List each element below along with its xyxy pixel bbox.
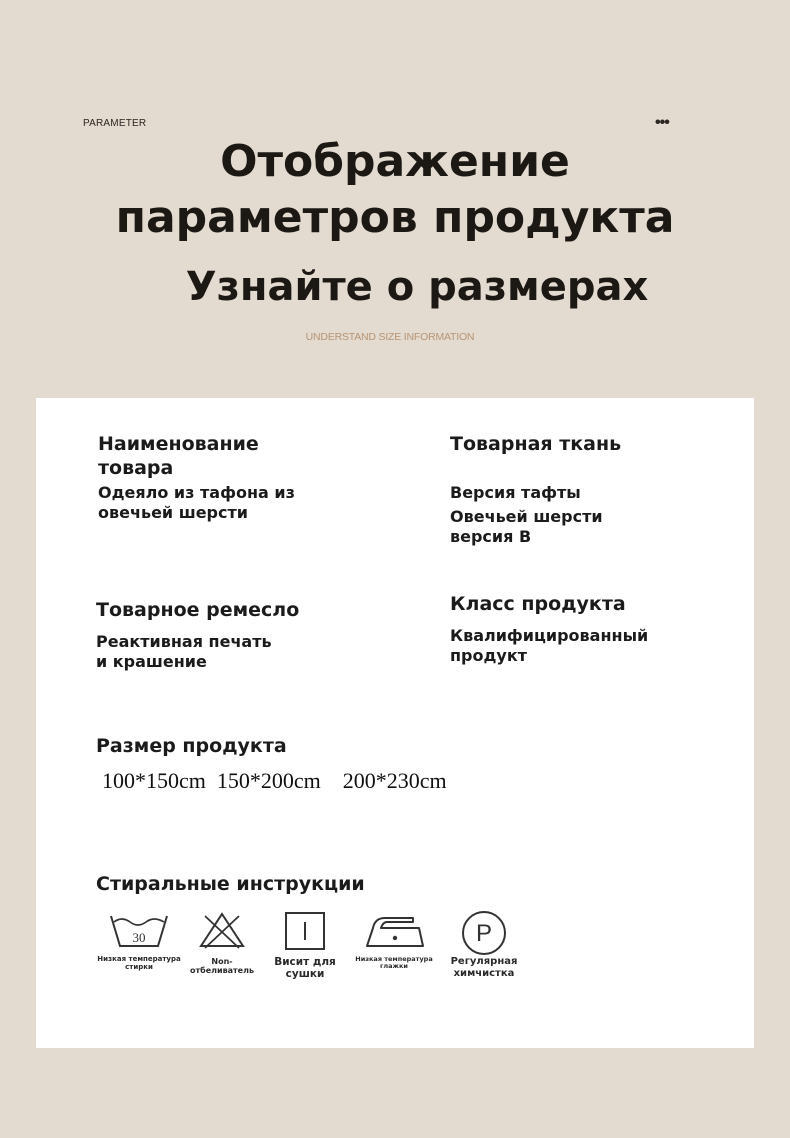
craft-label: Товарное ремесло (96, 599, 300, 621)
subtitle-english: UNDERSTAND SIZE INFORMATION (305, 331, 475, 343)
craft-block (96, 598, 336, 672)
dry-clean-icon-item (444, 910, 524, 979)
fabric-value-1: Версия тафты (450, 483, 581, 502)
no-bleach-icon-item (182, 910, 262, 975)
hang-dry-caption: Висит для сушки (274, 956, 336, 981)
product-name-label: Наименование товара (98, 433, 259, 479)
wash-block (96, 872, 416, 896)
wash-30-caption: Низкая температура стирки (97, 955, 181, 972)
dry-clean-letter: P (475, 920, 493, 947)
craft-value: Реактивная печать и крашение (96, 632, 272, 671)
wash-label: Стиральные инструкции (96, 873, 365, 895)
fabric-value-2: Овечьей шерсти версия B (450, 507, 603, 546)
size-block (96, 734, 396, 758)
iron-low-icon-item (352, 910, 436, 971)
grade-block (450, 592, 710, 666)
product-name-value: Одеяло из тафона из овечьей шерсти (98, 483, 295, 522)
wash-30-icon (108, 910, 170, 950)
page-subtitle: Узнайте о размерах (185, 264, 649, 310)
product-name-block (98, 432, 338, 523)
size-values (102, 768, 447, 794)
wash-30-icon-item (94, 910, 184, 971)
size-label: Размер продукта (96, 735, 287, 757)
hang-dry-icon-item (266, 910, 344, 980)
no-bleach-caption: Non-отбеливатель (189, 957, 255, 976)
page-title-line-1: Отображение (220, 136, 570, 187)
size-value-3: 200*230cm (342, 768, 447, 793)
size-value-1: 100*150cm (102, 768, 206, 793)
wash-30-number: 30 (132, 930, 146, 945)
parameter-card (36, 398, 754, 1048)
no-bleach-icon (197, 910, 247, 950)
fabric-label: Товарная ткань (450, 433, 622, 455)
hang-dry-icon (283, 910, 327, 952)
size-value-2: 150*200cm (216, 768, 321, 793)
iron-low-caption: Низкая температура глажки (355, 955, 433, 971)
grade-value: Квалифицированный продукт (450, 626, 649, 665)
dry-clean-caption: Регулярная химчистка (450, 956, 518, 979)
more-menu-icon[interactable]: ••• (655, 114, 669, 131)
fabric-block (450, 432, 710, 547)
iron-low-icon (363, 910, 425, 950)
page-title-line-2: параметров продукта (115, 192, 675, 243)
grade-label: Класс продукта (450, 593, 626, 615)
dry-clean-p-icon (460, 910, 508, 956)
tag-parameter: PARAMETER (83, 118, 147, 129)
